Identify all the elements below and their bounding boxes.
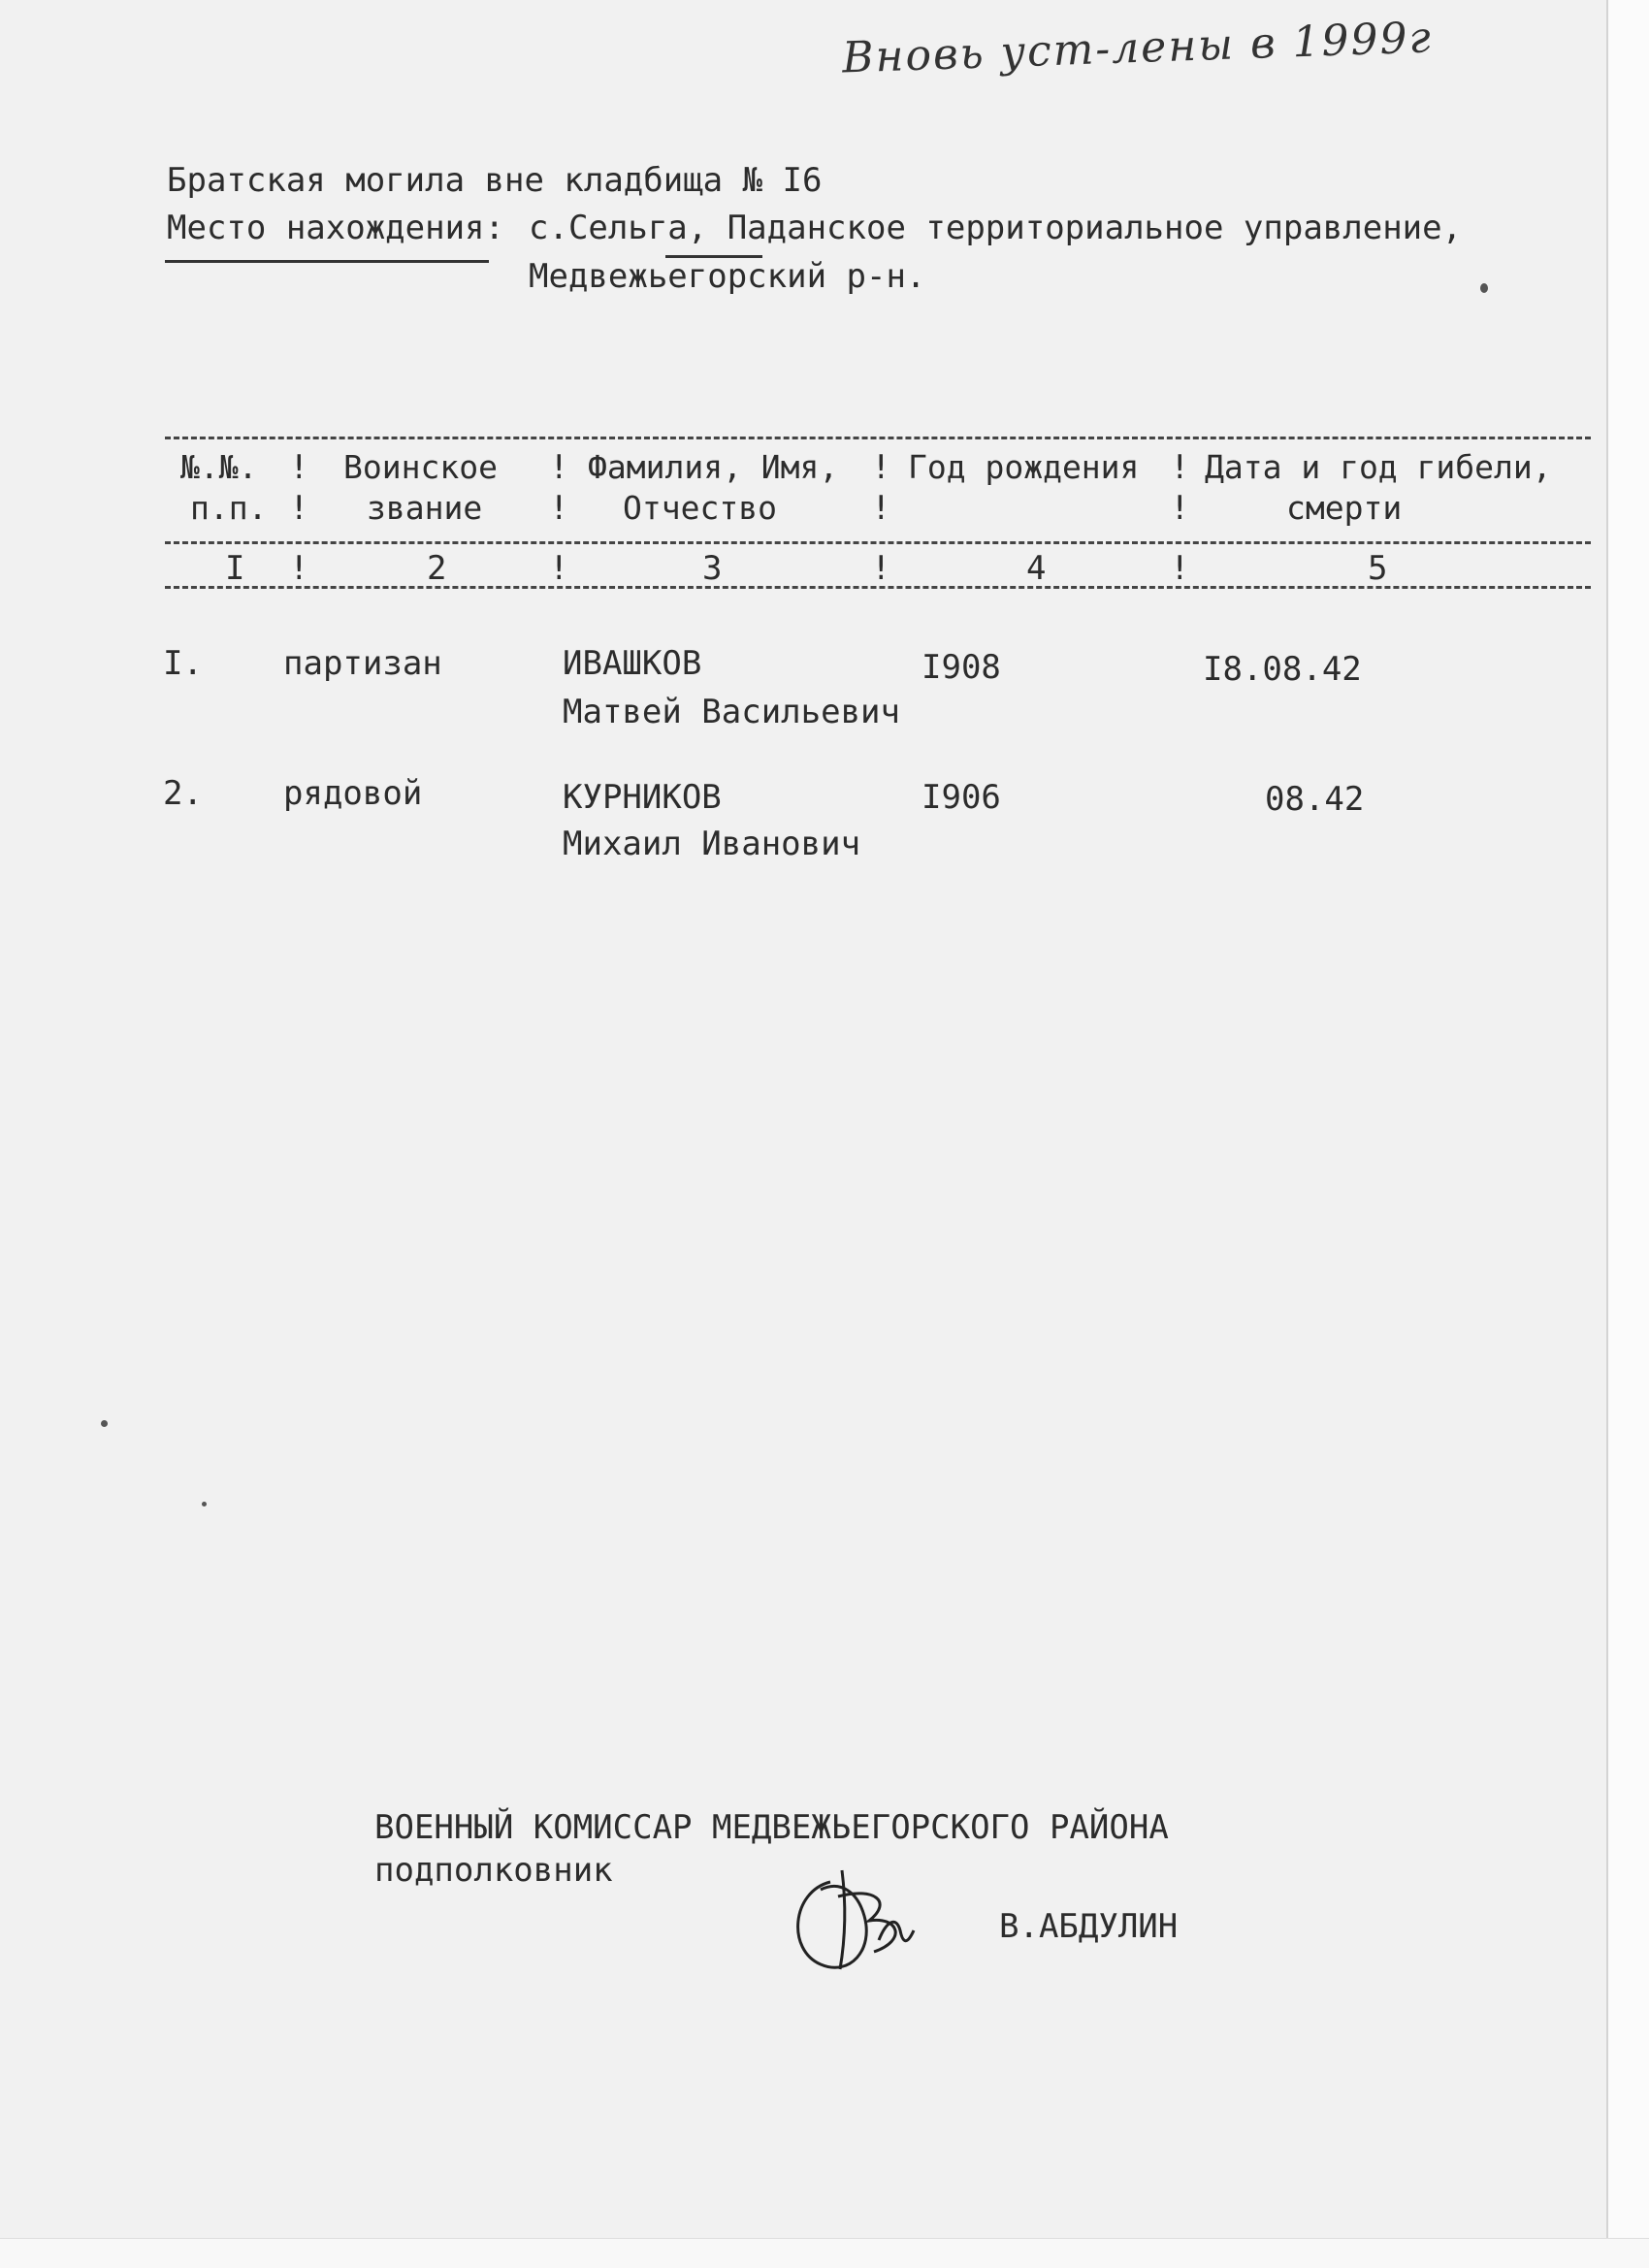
- separator: !: [1170, 448, 1190, 487]
- commissar-title: ВОЕННЫЙ КОМИССАР МЕДВЕЖЬЕГОРСКОГО РАЙОНА: [374, 1808, 1169, 1847]
- row-given-names: Матвей Васильевич: [563, 693, 900, 731]
- separator: !: [549, 448, 569, 487]
- separator: !: [871, 489, 891, 528]
- row-surname: КУРНИКОВ: [563, 778, 722, 817]
- column-numbers-rule: [165, 586, 1591, 589]
- header-col2-line1: Воинское: [343, 448, 498, 486]
- separator: !: [1170, 489, 1190, 528]
- page-bottom-edge: [0, 2238, 1649, 2268]
- location-label: Место нахождения:: [167, 209, 504, 247]
- row-birth-year: I908: [922, 648, 1001, 687]
- column-number-2: 2: [427, 549, 447, 588]
- column-number-1: I: [225, 549, 245, 588]
- header-col4-line1: Год рождения: [908, 448, 1140, 486]
- separator: !: [289, 448, 309, 487]
- row-number: 2.: [163, 774, 203, 813]
- scan-speck: [202, 1502, 207, 1507]
- separator: !: [1170, 549, 1190, 588]
- row-number: I.: [163, 644, 203, 683]
- row-birth-year: I906: [922, 778, 1001, 817]
- header-col3-line1: Фамилия, Имя,: [588, 448, 839, 486]
- scan-speck: [101, 1420, 108, 1427]
- header-col5-line2: смерти: [1286, 489, 1403, 527]
- separator: !: [289, 549, 309, 588]
- column-number-3: 3: [702, 549, 723, 588]
- row-rank: партизан: [283, 644, 442, 683]
- page-edge: [1606, 0, 1649, 2268]
- header-bottom-rule: [165, 541, 1591, 544]
- row-death-date: 08.42: [1265, 780, 1365, 819]
- location-label-underline: [165, 260, 489, 263]
- column-number-4: 4: [1026, 549, 1047, 588]
- row-death-date: I8.08.42: [1203, 650, 1362, 689]
- header-col5-line1: Дата и год гибели,: [1205, 448, 1552, 486]
- column-number-5: 5: [1368, 549, 1388, 588]
- separator: !: [549, 489, 569, 528]
- commissar-rank: подполковник: [374, 1851, 613, 1890]
- header-col1-line2: п.п.: [190, 489, 268, 527]
- header-col3-line2: Отчество: [623, 489, 777, 527]
- separator: !: [289, 489, 309, 528]
- separator: !: [871, 549, 891, 588]
- header-col1-line1: №.№.: [180, 448, 258, 486]
- location-line-2: Медвежьегорский р-н.: [529, 257, 926, 296]
- header-col2-line2: звание: [367, 489, 483, 527]
- document-title: Братская могила вне кладбища № I6: [167, 161, 823, 200]
- row-given-names: Михаил Иванович: [563, 825, 861, 863]
- handwritten-note: Вновь уст-лены в 1999г: [841, 13, 1434, 83]
- separator: !: [549, 549, 569, 588]
- signatory-name: В.АБДУЛИН: [999, 1907, 1179, 1946]
- separator: !: [871, 448, 891, 487]
- scan-speck: [1480, 283, 1488, 293]
- row-surname: ИВАШКОВ: [563, 644, 702, 683]
- row-rank: рядовой: [283, 774, 423, 813]
- handwritten-signature: [782, 1863, 956, 1979]
- table-top-rule: [165, 437, 1591, 439]
- location-line-1: с.Сельга, Паданское территориальное управление,: [529, 209, 1463, 247]
